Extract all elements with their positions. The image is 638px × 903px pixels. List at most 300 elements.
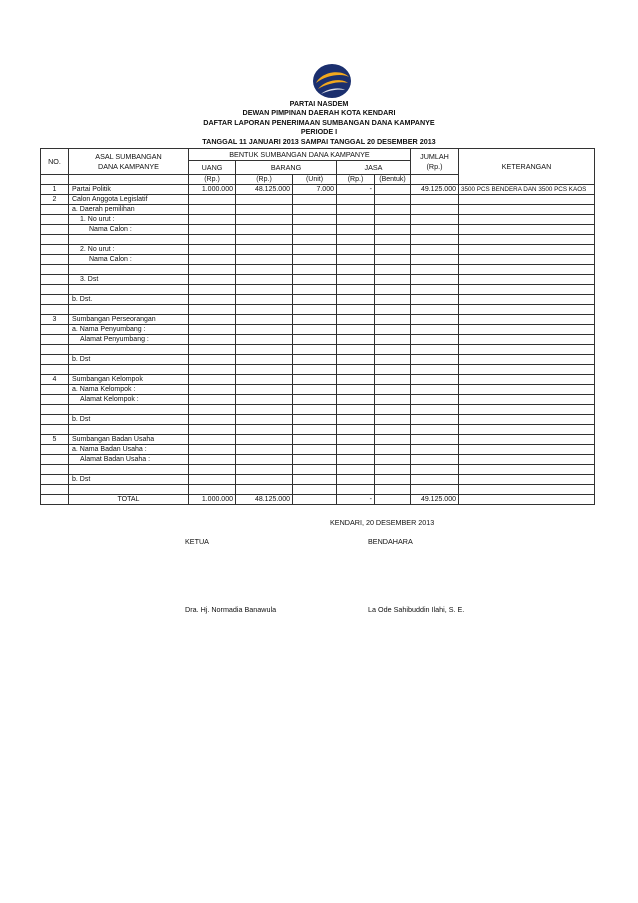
table-row [41,385,595,395]
row-ket [459,245,595,255]
table-row [41,475,595,485]
row-uang [189,425,236,435]
row-jumlah [411,395,459,405]
row-label: b. Dst. [69,295,189,305]
table-row [41,255,595,265]
row-barang-rp [236,285,293,295]
row-jumlah [411,405,459,415]
row-no [41,205,69,215]
row-label: Sumbangan Badan Usaha [69,435,189,445]
table-row [41,275,595,285]
total-jumlah: 49.125.000 [411,495,459,505]
row-barang-unit [293,375,337,385]
row-barang-rp [236,445,293,455]
row-uang [189,355,236,365]
row-no [41,385,69,395]
row-no [41,475,69,485]
table-row [41,375,595,385]
row-jasa-rp [337,395,375,405]
table-row [41,295,595,305]
row-label [69,345,189,355]
period-title: PERIODE I [300,127,338,136]
row-ket [459,465,595,475]
contributions-table [40,148,595,505]
row-jumlah [411,225,459,235]
row-jasa-rp [337,415,375,425]
row-jumlah [411,465,459,475]
row-ket [459,425,595,435]
row-jasa-rp [337,265,375,275]
row-barang-unit [293,385,337,395]
row-barang-unit [293,325,337,335]
row-no [41,255,69,265]
row-uang [189,285,236,295]
row-barang-rp [236,235,293,245]
row-jumlah [411,475,459,485]
row-barang-rp [236,475,293,485]
row-jasa-rp [337,195,375,205]
row-no [41,415,69,425]
header-barang: BARANG [236,161,337,175]
row-jasa-bentuk [375,185,411,195]
row-jasa-bentuk [375,215,411,225]
row-ket [459,325,595,335]
total-row [41,495,595,505]
row-ket [459,275,595,285]
row-jasa-bentuk [375,395,411,405]
row-barang-unit [293,435,337,445]
header-asal-line1: ASAL SUMBANGAN [95,151,162,161]
row-uang [189,435,236,445]
unit-no [41,175,69,185]
row-uang [189,325,236,335]
row-jasa-bentuk [375,445,411,455]
table-row [41,265,595,275]
row-no [41,355,69,365]
row-barang-unit: 7.000 [293,185,337,195]
unit-asal [69,175,189,185]
table-row [41,415,595,425]
row-label: Alamat Penyumbang : [69,335,189,345]
row-jasa-bentuk [375,245,411,255]
row-jasa-rp: - [337,185,375,195]
header-jumlah-line2: (Rp.) [426,161,443,171]
row-jasa-bentuk [375,485,411,495]
row-jumlah [411,205,459,215]
table-row [41,355,595,365]
table-row [41,445,595,455]
row-jasa-rp [337,405,375,415]
row-label: a. Nama Badan Usaha : [69,445,189,455]
row-ket: 3500 PCS BENDERA DAN 3500 PCS KAOS [459,185,595,195]
row-no: 2 [41,195,69,205]
row-ket [459,225,595,235]
row-barang-unit [293,295,337,305]
row-jumlah [411,355,459,365]
row-barang-unit [293,315,337,325]
row-jumlah [411,335,459,345]
row-no [41,325,69,335]
row-label: Partai Politik [69,185,189,195]
row-label: Sumbangan Perseorangan [69,315,189,325]
unit-barang-unit: (Unit) [293,175,337,185]
row-jasa-rp [337,295,375,305]
row-barang-rp [236,345,293,355]
row-barang-rp [236,275,293,285]
unit-jasa-rp: (Rp.) [337,175,375,185]
row-jasa-rp [337,255,375,265]
row-uang [189,225,236,235]
row-jumlah [411,245,459,255]
header-jumlah [411,149,459,175]
row-ket [459,345,595,355]
row-ket [459,485,595,495]
row-uang [189,485,236,495]
row-uang [189,215,236,225]
row-label: a. Daerah pemilihan [69,205,189,215]
row-jasa-rp [337,345,375,355]
row-jasa-rp [337,215,375,225]
row-barang-unit [293,215,337,225]
row-ket [459,335,595,345]
row-barang-unit [293,455,337,465]
row-barang-rp [236,195,293,205]
row-no [41,335,69,345]
row-no [41,275,69,285]
row-label [69,485,189,495]
row-jasa-rp [337,235,375,245]
row-barang-unit [293,405,337,415]
row-label: Alamat Kelompok : [69,395,189,405]
row-jasa-bentuk [375,265,411,275]
table-row [41,405,595,415]
row-jasa-bentuk [375,345,411,355]
row-ket [459,215,595,225]
row-ket [459,445,595,455]
row-jasa-rp [337,355,375,365]
header-asal [69,149,189,175]
row-no [41,225,69,235]
row-no: 1 [41,185,69,195]
row-label: b. Dst [69,415,189,425]
council-name: DEWAN PIMPINAN DAERAH KOTA KENDARI [242,108,396,117]
row-jumlah [411,295,459,305]
row-no [41,235,69,245]
header-jumlah-line1: JUMLAH [420,151,449,161]
row-barang-unit [293,305,337,315]
row-label [69,405,189,415]
row-barang-unit [293,365,337,375]
row-uang [189,255,236,265]
row-barang-rp [236,305,293,315]
table-row [41,325,595,335]
table-row [41,195,595,205]
row-jumlah [411,445,459,455]
row-barang-unit [293,465,337,475]
row-jasa-rp [337,325,375,335]
row-barang-rp [236,465,293,475]
party-logo-icon [312,63,352,99]
table-row [41,365,595,375]
row-barang-rp [236,355,293,365]
row-jasa-rp [337,445,375,455]
row-jasa-rp [337,425,375,435]
row-ket [459,195,595,205]
unit-uang: (Rp.) [189,175,236,185]
row-no [41,465,69,475]
row-no [41,405,69,415]
row-barang-rp [236,425,293,435]
row-jasa-rp [337,365,375,375]
table-row [41,345,595,355]
table-row [41,245,595,255]
row-no [41,215,69,225]
date-range-title: TANGGAL 11 JANUARI 2013 SAMPAI TANGGAL 20 DESEMBER 2013 [202,137,436,146]
row-label: Nama Calon : [69,255,189,265]
row-jumlah [411,425,459,435]
row-jasa-bentuk [375,455,411,465]
row-label: Alamat Badan Usaha : [69,455,189,465]
row-barang-unit [293,265,337,275]
row-jasa-bentuk [375,275,411,285]
row-jumlah [411,385,459,395]
table-row [41,435,595,445]
row-jumlah [411,235,459,245]
row-no [41,295,69,305]
row-uang [189,295,236,305]
row-label [69,365,189,375]
total-jasa-rp: - [337,495,375,505]
row-jasa-bentuk [375,425,411,435]
row-uang [189,365,236,375]
row-no: 3 [41,315,69,325]
row-no [41,345,69,355]
header-no: NO. [41,149,69,175]
row-label: Nama Calon : [69,225,189,235]
total-uang: 1.000.000 [189,495,236,505]
row-jasa-rp [337,245,375,255]
row-barang-unit [293,475,337,485]
total-label: TOTAL [69,495,189,505]
row-label [69,305,189,315]
row-uang [189,475,236,485]
row-uang [189,245,236,255]
row-jasa-bentuk [375,465,411,475]
row-barang-rp [236,245,293,255]
report-title: DAFTAR LAPORAN PENERIMAAN SUMBANGAN DANA KAMPANYE [203,118,435,127]
table-row [41,235,595,245]
row-barang-unit [293,245,337,255]
row-barang-rp [236,395,293,405]
row-jasa-bentuk [375,305,411,315]
row-label: 2. No urut : [69,245,189,255]
row-jumlah [411,195,459,205]
unit-jasa-bentuk: (Bentuk) [375,175,411,185]
row-barang-unit [293,235,337,245]
row-label: Calon Anggota Legislatif [69,195,189,205]
row-no [41,485,69,495]
row-jasa-bentuk [375,355,411,365]
row-no [41,285,69,295]
row-ket [459,235,595,245]
row-barang-unit [293,225,337,235]
row-ket [459,475,595,485]
row-jasa-rp [337,455,375,465]
row-jasa-bentuk [375,325,411,335]
header-uang: UANG [189,161,236,175]
total-jasa-bentuk [375,495,411,505]
row-jasa-bentuk [375,385,411,395]
header-jasa: JASA [337,161,411,175]
row-uang [189,405,236,415]
row-barang-unit [293,285,337,295]
row-ket [459,455,595,465]
row-no [41,365,69,375]
table-row [41,485,595,495]
row-no [41,265,69,275]
place-date: KENDARI, 20 DESEMBER 2013 [330,518,435,527]
row-label [69,425,189,435]
row-barang-rp [236,385,293,395]
row-jasa-bentuk [375,225,411,235]
row-barang-rp [236,415,293,425]
row-label: 3. Dst [69,275,189,285]
row-uang [189,345,236,355]
row-ket [459,255,595,265]
row-uang [189,465,236,475]
unit-barang-rp: (Rp.) [236,175,293,185]
table-row [41,315,595,325]
row-label: Sumbangan Kelompok [69,375,189,385]
row-no [41,455,69,465]
row-ket [459,375,595,385]
unit-jumlah [411,175,459,185]
row-barang-rp [236,295,293,305]
table-row [41,225,595,235]
row-label [69,465,189,475]
row-label: 1. No urut : [69,215,189,225]
row-jasa-bentuk [375,255,411,265]
row-barang-rp [236,435,293,445]
row-jumlah [411,325,459,335]
row-barang-rp [236,335,293,345]
row-ket [459,285,595,295]
table-row [41,395,595,405]
row-uang: 1.000.000 [189,185,236,195]
total-barang-unit [293,495,337,505]
row-barang-rp [236,485,293,495]
row-uang [189,375,236,385]
row-barang-rp [236,365,293,375]
row-barang-unit [293,335,337,345]
row-jumlah [411,315,459,325]
row-jumlah [411,265,459,275]
row-jasa-rp [337,285,375,295]
row-jumlah [411,215,459,225]
row-uang [189,395,236,405]
row-jumlah [411,305,459,315]
row-uang [189,275,236,285]
row-ket [459,355,595,365]
row-barang-rp [236,325,293,335]
table-row [41,285,595,295]
total-ket [459,495,595,505]
row-barang-rp [236,375,293,385]
row-jasa-bentuk [375,475,411,485]
bendahara-name: La Ode Sahibuddin Ilahi, S. E. [368,605,465,614]
row-jasa-rp [337,335,375,345]
row-barang-unit [293,255,337,265]
row-label: a. Nama Penyumbang : [69,325,189,335]
row-ket [459,365,595,375]
row-barang-rp [236,255,293,265]
row-label [69,265,189,275]
row-jasa-bentuk [375,315,411,325]
row-uang [189,205,236,215]
row-uang [189,315,236,325]
row-barang-rp [236,315,293,325]
row-uang [189,305,236,315]
row-barang-unit [293,205,337,215]
row-ket [459,405,595,415]
row-jasa-rp [337,275,375,285]
row-barang-rp [236,215,293,225]
table-row [41,205,595,215]
row-jasa-bentuk [375,435,411,445]
row-ket [459,315,595,325]
row-label: b. Dst [69,475,189,485]
row-jumlah: 49.125.000 [411,185,459,195]
row-barang-unit [293,275,337,285]
row-barang-rp [236,205,293,215]
row-no [41,395,69,405]
header-bentuk: BENTUK SUMBANGAN DANA KAMPANYE [189,149,411,161]
row-uang [189,235,236,245]
row-no: 4 [41,375,69,385]
row-ket [459,415,595,425]
row-barang-rp [236,225,293,235]
row-uang [189,415,236,425]
table-row [41,185,595,195]
row-uang [189,455,236,465]
row-uang [189,335,236,345]
row-jumlah [411,485,459,495]
row-jumlah [411,345,459,355]
row-ket [459,295,595,305]
row-jasa-bentuk [375,205,411,215]
row-uang [189,195,236,205]
row-jasa-rp [337,385,375,395]
bendahara-label: BENDAHARA [368,537,413,546]
row-barang-rp: 48.125.000 [236,185,293,195]
row-jasa-bentuk [375,335,411,345]
row-jasa-rp [337,305,375,315]
ketua-label: KETUA [185,537,209,546]
row-barang-unit [293,445,337,455]
row-barang-rp [236,265,293,275]
row-uang [189,265,236,275]
row-jasa-bentuk [375,195,411,205]
row-jasa-rp [337,375,375,385]
row-jasa-bentuk [375,415,411,425]
table-row [41,335,595,345]
row-jasa-rp [337,465,375,475]
row-barang-rp [236,405,293,415]
row-jasa-bentuk [375,285,411,295]
row-label: a. Nama Kelompok : [69,385,189,395]
table-row [41,215,595,225]
row-jasa-bentuk [375,375,411,385]
